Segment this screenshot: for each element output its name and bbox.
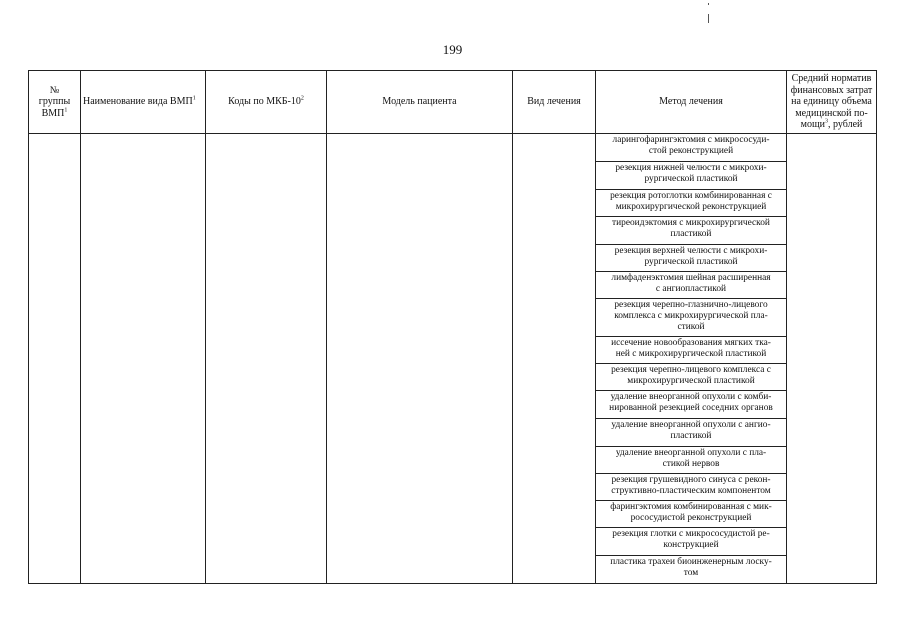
treatment-method-line: удаление внеорганной опухоли с пла- <box>615 448 767 458</box>
treatment-method-line: лимфаденэктомия шейная расширенная <box>611 273 771 283</box>
treatment-method-line: пластикой <box>670 431 712 441</box>
header-treatment-type: Вид лечения <box>513 71 596 134</box>
treatment-method-item <box>596 299 786 337</box>
treatment-method-line: ней с микрохирургической пластикой <box>615 349 767 359</box>
header-cost-standard: Средний норматив финансовых затрат на единицу объема медицинской по- мощи$^3$, рублей <box>787 71 877 134</box>
treatment-method-item <box>596 134 786 162</box>
treatment-method-line: резекция нижней челюсти с микрохи- <box>615 163 767 173</box>
treatment-method-line: удаление внеорганной опухоли с комби- <box>610 392 772 402</box>
treatment-method-line: с ангиопластикой <box>655 284 727 294</box>
cell-icd-codes <box>206 134 327 584</box>
header-group-number: № группы ВМП$^1$ <box>29 71 81 134</box>
treatment-method-line: конструкцией <box>663 540 719 550</box>
treatment-method-item <box>596 217 786 245</box>
header-patient-model: Модель пациента <box>327 71 513 134</box>
treatment-method-line: структивно-пластическим компонентом <box>611 486 771 496</box>
treatment-method-line: фарингэктомия комбинированная с мик- <box>610 502 772 512</box>
treatment-method-line: удаление внеорганной опухоли с ангио- <box>611 420 771 430</box>
treatment-method-line: пластикой <box>670 229 712 239</box>
cell-cost-standard <box>787 134 877 584</box>
treatment-method-item <box>596 474 786 501</box>
treatment-method-line: стой реконструкцией <box>648 146 734 156</box>
treatment-method-line: ларингофарингэктомия с микрососуди- <box>612 135 770 145</box>
vmp-table <box>28 70 877 584</box>
header-icd-codes: Коды по МКБ-$10^2$ <box>206 71 327 134</box>
treatment-method-item <box>596 190 786 217</box>
treatment-method-line: стикой нервов <box>662 459 720 469</box>
treatment-method-line: комплекса с микрохирургической пла- <box>614 311 768 321</box>
table-body-row <box>29 134 877 584</box>
treatment-method-item <box>596 419 786 447</box>
treatment-method-line: резекция верхней челюсти с микрохи- <box>614 246 768 256</box>
treatment-method-line: резекция черепно-глазнично-лицевого <box>614 300 768 310</box>
treatment-method-item <box>596 528 786 556</box>
treatment-method-item <box>596 337 786 364</box>
treatment-method-line: микрохирургической реконструкцией <box>615 202 767 212</box>
treatment-method-line: стикой <box>677 322 705 332</box>
treatment-method-line: рургической пластикой <box>644 257 738 267</box>
header-vmp-name: Наименование вида ВМП$^1$ <box>81 71 206 134</box>
treatment-method-line: том <box>683 568 699 578</box>
treatment-method-item <box>596 391 786 419</box>
cell-patient-model <box>327 134 513 584</box>
cell-treatment-methods <box>596 134 787 584</box>
treatment-method-line: пластика трахеи биоинженерным лоску- <box>610 557 772 567</box>
treatment-method-line: резекция грушевидного синуса с рекон- <box>611 475 771 485</box>
treatment-method-item <box>596 501 786 528</box>
treatment-method-line: рургической пластикой <box>644 174 738 184</box>
treatment-method-line: резекция черепно-лицевого комплекса с <box>611 365 771 375</box>
treatment-method-line: тиреоидэктомия с микрохирургической <box>612 218 770 228</box>
treatment-method-list <box>596 134 786 583</box>
treatment-method-line: нированной резекцией соседних органов <box>609 403 773 413</box>
scan-artifact <box>708 14 709 23</box>
cell-treatment-type <box>513 134 596 584</box>
treatment-method-item <box>596 556 786 583</box>
treatment-method-item <box>596 245 786 272</box>
treatment-method-line: резекция ротоглотки комбинированная с <box>610 191 772 201</box>
treatment-method-item <box>596 364 786 391</box>
treatment-method-line: рососудистой реконструкцией <box>630 513 752 523</box>
scan-artifact <box>708 3 709 5</box>
table-header-row <box>29 71 877 134</box>
treatment-method-line: иссечение новообразования мягких тка- <box>611 338 771 348</box>
treatment-method-item <box>596 447 786 474</box>
cell-group-number <box>29 134 81 584</box>
treatment-method-line: резекция глотки с микрососудистой ре- <box>612 529 770 539</box>
treatment-method-line: микрохирургической пластикой <box>627 376 755 386</box>
header-treatment-method: Метод лечения <box>596 71 787 134</box>
page-number: 199 <box>442 42 463 57</box>
treatment-method-item <box>596 162 786 190</box>
treatment-method-item <box>596 272 786 299</box>
cell-vmp-name <box>81 134 206 584</box>
